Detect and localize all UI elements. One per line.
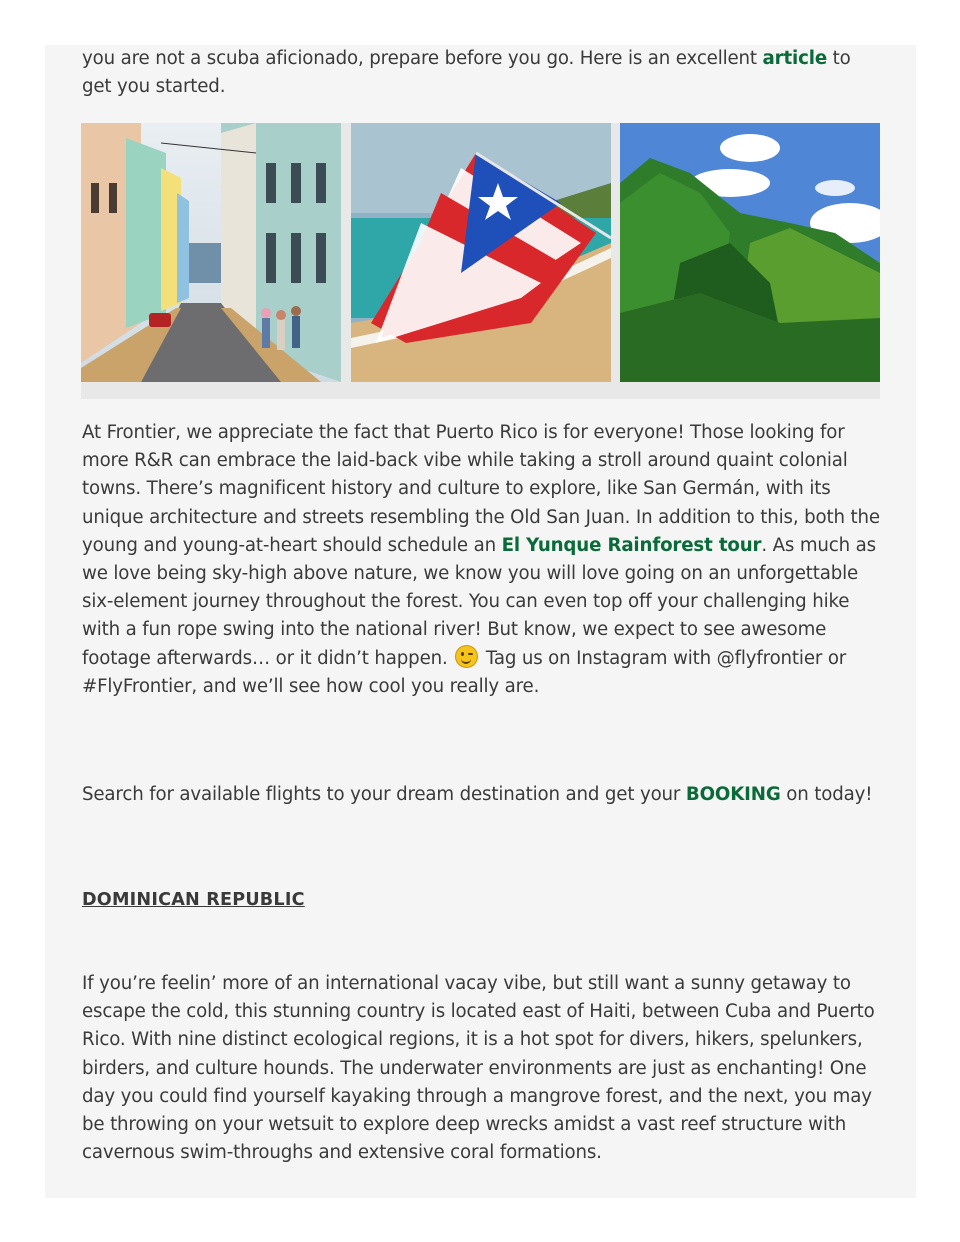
article-link[interactable]: article — [762, 48, 828, 69]
booking-link[interactable]: BOOKING — [685, 784, 781, 805]
search-text: Search for available flights to your dream destination and get your — [82, 784, 686, 805]
rainforest-photo — [620, 123, 880, 382]
frontier-text-cont: . As much as we love being sky-high above nature, we know you will love going on an unforgettable six-element journey throughout the forest. You can even top off your challenging hike with a fun rope swing into the national river! But know, we expect to see awesome footage afterwards… or it didn’t happen. — [82, 534, 876, 669]
intro-paragraph — [82, 45, 880, 101]
intro-text: you are not a scuba aficionado, prepare before you go. Here is an excellent — [82, 48, 763, 69]
frontier-paragraph — [82, 419, 880, 701]
frontier-text: At Frontier, we appreciate the fact that Puerto Rico is for everyone! Those looking for more R&R can embrace the laid-back vibe while taking a stroll around quaint colonial towns. There’s magnificent history and culture to explore, like San Germán, with its unique architecture and streets resembling the Old San Juan. In addition to this, both the young and young-at-heart should schedule an — [82, 422, 880, 556]
puerto-rico-flag-photo — [351, 123, 611, 382]
search-text-end: on today! — [780, 784, 873, 805]
photo-gallery — [81, 123, 880, 399]
intro-text-end: to get you started. — [82, 48, 851, 98]
dominican-paragraph: If you’re feelin’ more of an international vacay vibe, but still want a sunny getaway to escape the cold, this stunning country is located east of Haiti, between Cuba and Puerto Rico. With nine distinct ecological regions, it is a hot spot for divers, hikers, spelunkers, birders, and culture hounds. The underwater environments are just as enchanting! One day you could find yourself kayaking through a mangrove forest, and the next, you may be throwing on your wetsuit to explore deep wrecks amidst a vast reef structure with cavernous swim-throughs and extensive coral formations. — [82, 973, 875, 1164]
search-paragraph — [82, 781, 880, 809]
wink-emoji-icon — [455, 645, 478, 668]
el-yunque-tour-link[interactable]: El Yunque Rainforest tour — [501, 534, 762, 556]
article-card — [45, 45, 916, 1198]
frontier-text-end: Tag us on Instagram with @flyfrontier or #FlyFrontier, and we’ll see how cool you really are. — [82, 647, 847, 697]
colonial-street-photo — [81, 123, 341, 382]
dominican-republic-heading: DOMINICAN REPUBLIC — [82, 890, 305, 910]
